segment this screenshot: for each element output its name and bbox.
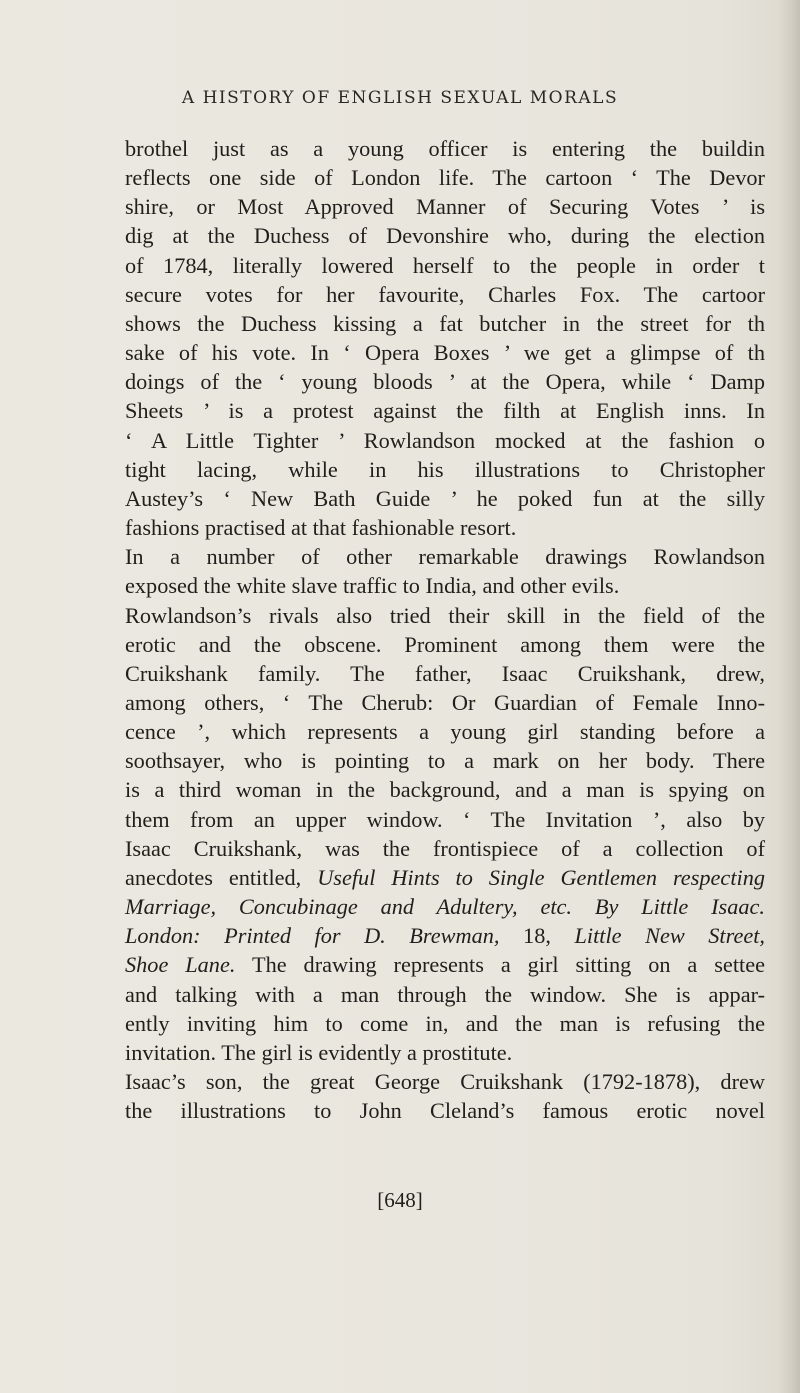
running-head: A HISTORY OF ENGLISH SEXUAL MORALS xyxy=(181,88,619,108)
text-line: of 1784, literally lowered herself to the people in order t xyxy=(125,252,765,278)
text-line: among others, ‘ The Cherub: Or Guardian of Female Inno- xyxy=(125,689,765,715)
text-line xyxy=(125,921,765,950)
text-line: Austey’s ‘ New Bath Guide ’ he poked fun at the silly xyxy=(125,485,765,511)
text-line: exposed the white slave traffic to India, and other evils. xyxy=(125,573,620,599)
text-line: erotic and the obscene. Prominent among them were the xyxy=(125,631,765,657)
text-line: Rowlandson’s rivals also tried their skill in the field of the xyxy=(125,602,765,628)
text-line: is a third woman in the background, and a man is spying on xyxy=(125,777,765,803)
text-line: Isaac’s son, the great George Cruikshank (1792-1878), drew xyxy=(125,1069,765,1094)
italic-imprint: Little New Street, xyxy=(574,923,766,949)
text-line: shire, or Most Approved Manner of Securing Votes ’ is xyxy=(125,194,765,220)
text-line: cence ’, which represents a young girl standing before a xyxy=(125,719,765,745)
text-line xyxy=(125,892,765,921)
text-run: anecdotes entitled, xyxy=(125,864,302,890)
text-line: shows the Duchess kissing a fat butcher in the street for th xyxy=(125,310,765,336)
text-line: invitation. The girl is evidently a prostitute. xyxy=(125,1039,513,1065)
text-line: ‘ A Little Tighter ’ Rowlandson mocked at the fashion o xyxy=(125,427,765,453)
text-line: In a number of other remarkable drawings Rowlandson xyxy=(125,544,765,570)
text-line: and talking with a man through the window. She is appar- xyxy=(125,981,765,1007)
text-line xyxy=(125,863,765,892)
text-line xyxy=(125,950,765,979)
text-line: brothel just as a young officer is entering the buildin xyxy=(125,136,765,161)
text-line: Isaac Cruikshank, was the frontispiece of a collection of xyxy=(125,835,765,861)
text-line: them from an upper window. ‘ The Invitation ’, also by xyxy=(125,806,765,832)
text-line: the illustrations to John Cleland’s famous erotic novel xyxy=(125,1098,765,1124)
text-line: secure votes for her favourite, Charles Fox. The cartoor xyxy=(125,281,765,307)
italic-title: Useful Hints to Single Gentlemen respecting xyxy=(317,864,766,890)
italic-imprint: Shoe Lane. xyxy=(125,952,236,978)
page-number: [648] xyxy=(377,1188,423,1212)
text-line: fashions practised at that fashionable resort. xyxy=(125,515,517,541)
text-line: Sheets ’ is a protest against the filth at English inns. In xyxy=(125,398,765,424)
text-line: ently inviting him to come in, and the man is refusing the xyxy=(125,1010,765,1036)
body-text xyxy=(125,134,765,1125)
text-line: tight lacing, while in his illustrations to Christopher xyxy=(125,456,765,482)
italic-title: Marriage, Concubinage and Adultery, etc. By Little Isaac. xyxy=(125,894,765,920)
italic-imprint: London: Printed for D. Brewman, xyxy=(125,923,500,949)
text-run: 18, xyxy=(523,923,551,949)
text-line: doings of the ‘ young bloods ’ at the Opera, while ‘ Damp xyxy=(125,369,765,395)
text-line: Cruikshank family. The father, Isaac Cruikshank, drew, xyxy=(125,660,765,686)
text-run: The drawing represents a girl sitting on a settee xyxy=(251,952,766,978)
text-line: dig at the Duchess of Devonshire who, during the election xyxy=(125,223,765,249)
text-line: soothsayer, who is pointing to a mark on her body. There xyxy=(125,748,765,774)
text-line: reflects one side of London life. The cartoon ‘ The Devor xyxy=(125,165,765,191)
binding-shadow xyxy=(778,0,800,1393)
text-line: sake of his vote. In ‘ Opera Boxes ’ we get a glimpse of th xyxy=(125,340,765,366)
